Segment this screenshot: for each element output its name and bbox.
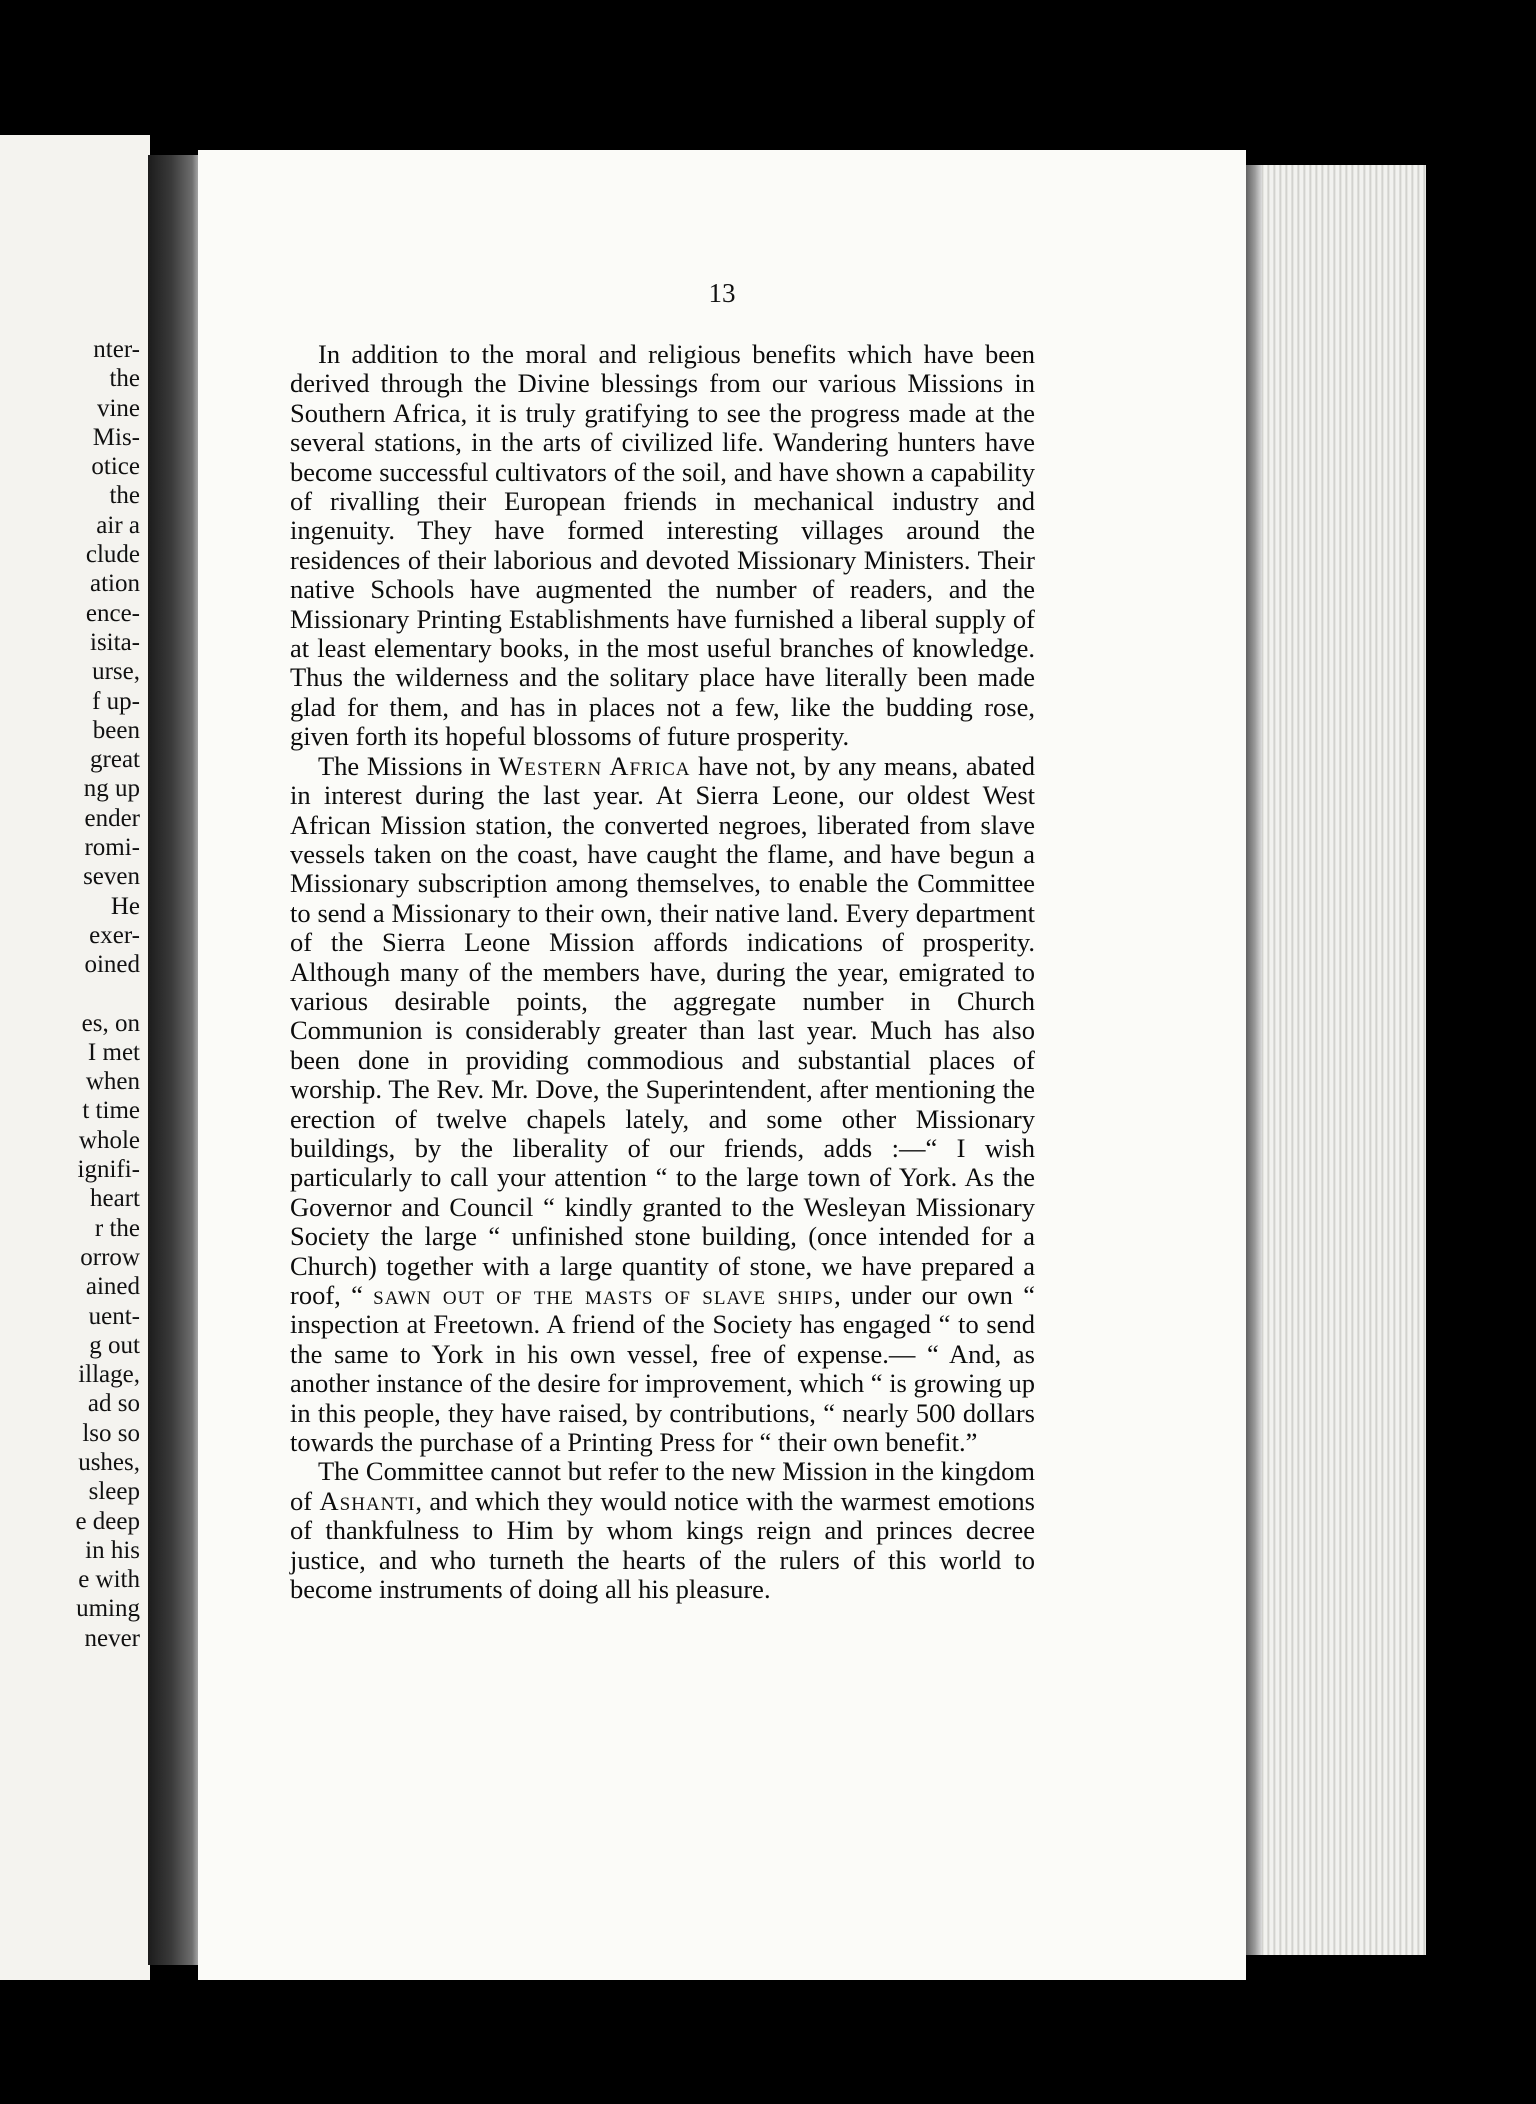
left-page-fragment: orrow	[80, 1243, 140, 1271]
left-page-fragment: uent-	[88, 1302, 140, 1330]
left-page-fragment: He	[110, 892, 140, 920]
page-number: 13	[708, 278, 736, 308]
left-page-fragment: nter-	[93, 336, 140, 363]
paragraph-2	[290, 752, 1035, 1458]
left-page-fragment: when	[85, 1068, 140, 1096]
left-page-fragment: ender	[84, 804, 140, 832]
left-page-fragment: ushes,	[78, 1448, 140, 1476]
paragraph-3	[290, 1457, 1035, 1604]
page-edges	[1246, 165, 1426, 1955]
left-page-fragment: air a	[96, 511, 140, 539]
left-page-fragment: illage,	[78, 1361, 140, 1389]
left-page-fragment: oined	[84, 951, 140, 979]
left-page-fragment: ng up	[83, 775, 140, 803]
paragraph-2-region: Western Africa	[498, 750, 691, 781]
paragraph-2-emphasis: sawn out of the masts of slave ships	[373, 1280, 835, 1310]
left-page-fragment: heart	[90, 1185, 140, 1213]
paragraph-2-end: , under our own “ inspection at Freetown. A friend of the Society has engaged “ to send the same to York in his own vessel, free of expense.— “ And, as another instance of the desire for improvement, which “ is growing up in this people, they have raised, by contributions, “ nearly 500 dollars towards the purchase of a Printing Press for “ their own benefit.”	[290, 1280, 1035, 1458]
left-page-fragment: e with	[78, 1566, 140, 1594]
main-page	[198, 150, 1246, 1980]
paragraph-3-region: Ashanti	[319, 1485, 416, 1516]
left-page-fragment: in his	[85, 1536, 140, 1564]
left-page-fragment: romi-	[84, 834, 140, 862]
left-page-fragment: ignifi-	[77, 1156, 140, 1184]
left-page-fragment: es, on	[81, 1009, 140, 1037]
left-page-fragment: otice	[91, 453, 140, 481]
left-page-fragment: vine	[96, 394, 140, 422]
left-page-fragment: ained	[85, 1273, 140, 1301]
left-page-fragment: seven	[83, 863, 140, 891]
paragraph-2-start: The Missions in	[318, 750, 499, 781]
page-edge-shadow	[1244, 165, 1262, 1955]
left-page-fragment: I met	[87, 1038, 140, 1066]
left-page-fragment: ad so	[87, 1390, 140, 1418]
left-page-fragment: whole	[78, 1126, 140, 1154]
book-gutter	[148, 155, 200, 1965]
left-page-fragment: never	[84, 1624, 140, 1652]
left-page-fragment: urse,	[92, 658, 140, 686]
left-page-text-fragments	[75, 335, 140, 1653]
paragraph-3-start: The Committee cannot but refer to the new Mission in the kingdom of	[290, 1456, 1035, 1516]
left-page-fragment: ence-	[85, 599, 140, 627]
left-page-fragment: r the	[94, 1214, 140, 1242]
paragraph-3-end: , and which they would notice with the warmest emotions of thankfulness to Him by whom kings reign and princes decree justice, and who turneth the hearts of the rulers of this world to become instruments of doing all his pleasure.	[290, 1485, 1035, 1605]
left-page-fragment: ation	[90, 570, 140, 598]
left-page-fragment: f up-	[92, 687, 140, 715]
left-page-fragment: great	[90, 746, 140, 774]
paragraph-2-middle: have not, by any means, abated in interest during the last year. At Sierra Leone, our oldest West African Mission station, the converted negroes, liberated from slave vessels taken on the coast, have caught the flame, and have begun a Missionary subscription among themselves, to enable the Committee to send a Missionary to their own, their native land. Every department of the Sierra Leone Mission affords indications of prosperity. Although many of the members have, during the year, emigrated to various desirable points, the aggregate number in Church Communion is considerably greater than last year. Much has also been done in providing commodious and substantial places of worship. The Rev. Mr. Dove, the Superintendent, after mentioning the erection of twelve chapels lately, and some other Missionary buildings, by the liberality of our friends, adds :—“ I wish particularly to call your attention “ to the large town of York. As the Governor and Council “ kindly granted to the Wesleyan Missionary Society the large “ unfinished stone building, (once intended for a Church) together with a large quantity of stone, we have prepared a roof, “	[290, 750, 1035, 1310]
left-facing-page	[0, 135, 150, 1980]
left-page-fragment: Mis-	[92, 423, 140, 451]
left-page-fragment: t time	[82, 1097, 140, 1125]
left-page-fragment: g out	[89, 1331, 140, 1359]
left-page-fragment: sleep	[88, 1478, 140, 1506]
left-page-fragment: isita-	[90, 628, 140, 656]
left-page-fragment: uming	[76, 1595, 140, 1623]
left-page-fragment	[75, 980, 140, 1009]
left-page-fragment: the	[109, 482, 140, 510]
left-page-fragment: e deep	[75, 1507, 140, 1535]
left-page-fragment: been	[92, 716, 140, 744]
left-page-fragment: lso so	[82, 1419, 140, 1447]
left-page-fragment: clude	[85, 541, 140, 569]
left-page-fragment: the	[109, 365, 140, 393]
left-page-fragment: exer-	[89, 921, 140, 949]
paragraph-1: In addition to the moral and religious benefits which have been derived through the Divine blessings from our various Missions in Southern Africa, it is truly gratifying to see the progress made at the several stations, in the arts of civilized life. Wandering hunters have become successful cultivators of the soil, and have shown a capability of rivalling their European friends in mechanical industry and ingenuity. They have formed interesting villages around the residences of their laborious and devoted Missionary Ministers. Their native Schools have augmented the number of readers, and the Missionary Printing Establishments have furnished a liberal supply of at least elementary books, in the most useful branches of knowledge. Thus the wilderness and the solitary place have literally been made glad for them, and has in places not a few, like the budding rose, given forth its hopeful blossoms of future prosperity.	[290, 339, 1035, 752]
page-body	[290, 340, 1035, 1604]
